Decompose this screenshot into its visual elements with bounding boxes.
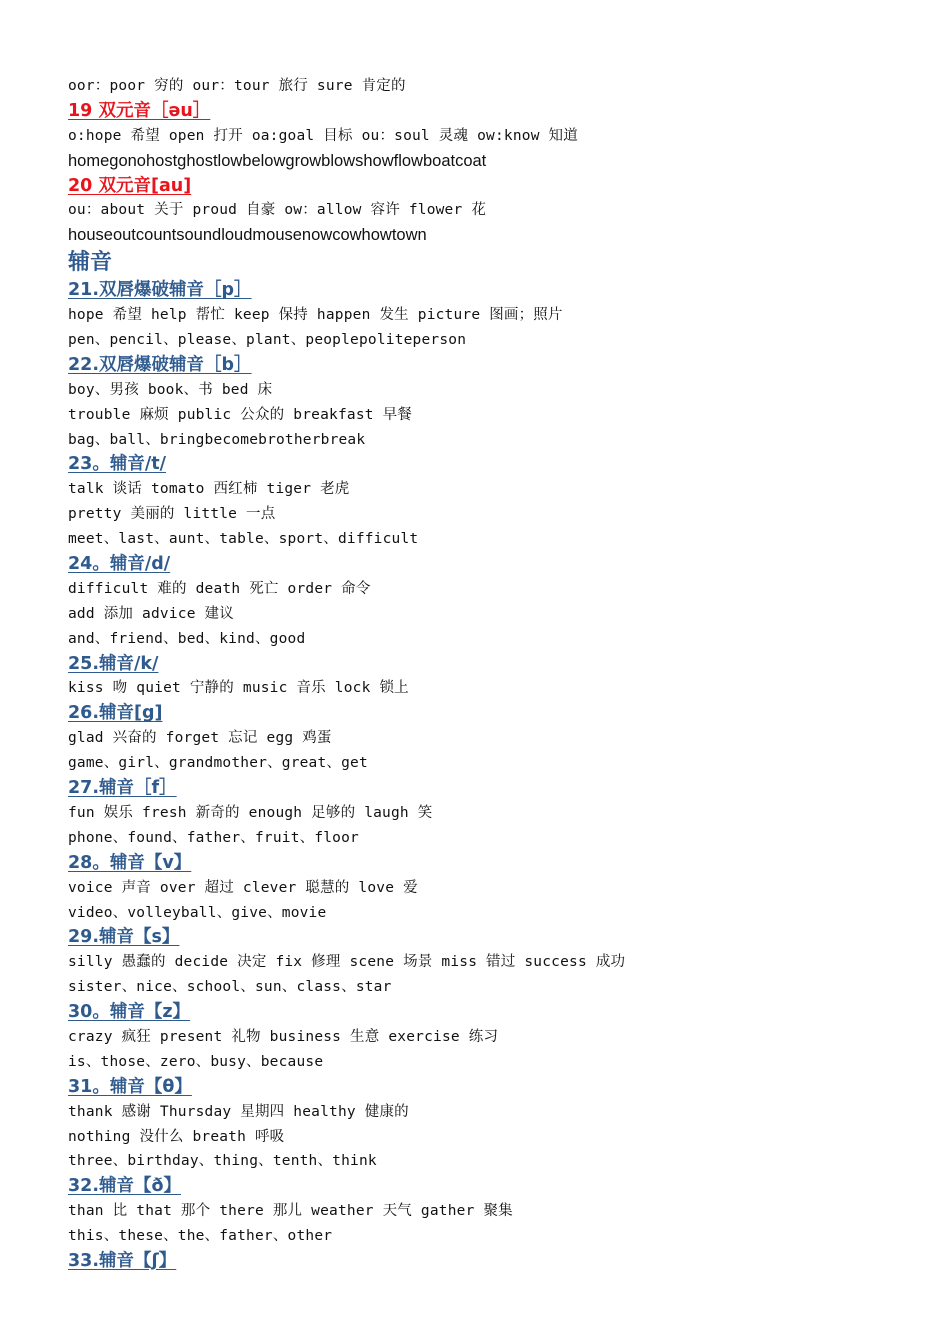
example-line: difficult 难的 death 死亡 order 命令 [68, 580, 371, 597]
phoneme-heading: 30。辅音【z】 [68, 1002, 191, 1023]
word-list-line: houseoutcountsoundloudmousenowcowhowtown [68, 226, 427, 245]
example-line: meet、last、aunt、table、sport、difficult [68, 531, 419, 548]
word-list-line: homegonohostghostlowbelowgrowblowshowflowboatcoat [68, 151, 487, 170]
phoneme-heading: 33.辅音【ʃ】 [68, 1250, 177, 1271]
example-line: sister、nice、school、sun、class、star [68, 979, 392, 996]
example-line: ou：about 关于 proud 自豪 ow：allow 容许 flower 花 [68, 202, 487, 219]
section-title: 辅音 [68, 250, 113, 276]
section-heading-row [68, 552, 928, 577]
phoneme-heading: 21.双唇爆破辅音［p］ [68, 280, 252, 301]
example-line: voice 声音 over 超过 clever 聪慧的 love 爱 [68, 879, 418, 896]
section-heading-row [68, 652, 928, 677]
example-line: pretty 美丽的 little 一点 [68, 506, 276, 523]
document-page [68, 74, 928, 1274]
example-line: boy、男孩 book、书 bed 床 [68, 381, 273, 398]
section-heading-row [68, 452, 928, 477]
example-line: nothing 没什么 breath 呼吸 [68, 1128, 285, 1145]
example-line: talk 谈话 tomato 西红柿 tiger 老虎 [68, 481, 350, 498]
example-line: pen、pencil、please、plant、peoplepoliteperson [68, 332, 467, 349]
section-heading-row [68, 925, 928, 950]
phoneme-heading: 28。辅音【v】 [68, 852, 192, 873]
phoneme-heading: 22.双唇爆破辅音［b］ [68, 354, 252, 375]
section-heading-row [68, 701, 928, 726]
section-heading-row [68, 174, 928, 199]
phoneme-heading: 23。辅音/t/ [68, 454, 167, 475]
example-line: crazy 疯狂 present 礼物 business 生意 exercise 练习 [68, 1028, 499, 1045]
phoneme-heading: 31。辅音【θ】 [68, 1076, 192, 1097]
example-line: is、those、zero、busy、because [68, 1053, 324, 1070]
example-line: o:hope 希望 open 打开 oa:goal 目标 ou：soul 灵魂 ow:know 知道 [68, 127, 578, 144]
phoneme-heading: 19 双元音［əu］ [68, 100, 211, 121]
section-heading-row [68, 278, 928, 303]
phoneme-heading: 26.辅音[g] [68, 703, 163, 724]
example-line: glad 兴奋的 forget 忘记 egg 鸡蛋 [68, 730, 332, 747]
example-line: trouble 麻烦 public 公众的 breakfast 早餐 [68, 406, 413, 423]
section-heading-row [68, 1000, 928, 1025]
example-line: video、volleyball、give、movie [68, 904, 327, 921]
phoneme-heading: 20 双元音[au] [68, 175, 192, 196]
example-line: add 添加 advice 建议 [68, 605, 234, 622]
example-line: bag、ball、bringbecomebrotherbreak [68, 431, 366, 448]
example-line: hope 希望 help 帮忙 keep 保持 happen 发生 picture 图画；照片 [68, 307, 563, 324]
example-line: silly 愚蠢的 decide 决定 fix 修理 scene 场景 miss 错过 success 成功 [68, 954, 626, 971]
section-heading-row [68, 851, 928, 876]
phoneme-heading: 27.辅音［f］ [68, 778, 177, 799]
section-heading-row [68, 1249, 928, 1274]
example-line: than 比 that 那个 there 那儿 weather 天气 gather 聚集 [68, 1203, 513, 1220]
example-line: thank 感谢 Thursday 星期四 healthy 健康的 [68, 1103, 409, 1120]
example-line: game、girl、grandmother、great、get [68, 755, 368, 772]
section-heading-row [68, 99, 928, 124]
section-heading-row [68, 353, 928, 378]
example-line: phone、found、father、fruit、floor [68, 829, 359, 846]
example-line: fun 娱乐 fresh 新奇的 enough 足够的 laugh 笑 [68, 804, 433, 821]
phoneme-heading: 32.辅音【ð】 [68, 1176, 182, 1197]
section-heading-row [68, 1174, 928, 1199]
example-line: oor：poor 穷的 our：tour 旅行 sure 肯定的 [68, 78, 406, 94]
example-line: this、these、the、father、other [68, 1228, 333, 1245]
section-heading-row [68, 776, 928, 801]
phoneme-heading: 24。辅音/d/ [68, 554, 171, 575]
example-line: three、birthday、thing、tenth、think [68, 1153, 377, 1170]
example-line: and、friend、bed、kind、good [68, 630, 306, 647]
section-heading-row [68, 1075, 928, 1100]
phoneme-heading: 25.辅音/k/ [68, 653, 159, 674]
example-line: kiss 吻 quiet 宁静的 music 音乐 lock 锁上 [68, 680, 409, 697]
phoneme-heading: 29.辅音【s】 [68, 927, 180, 948]
